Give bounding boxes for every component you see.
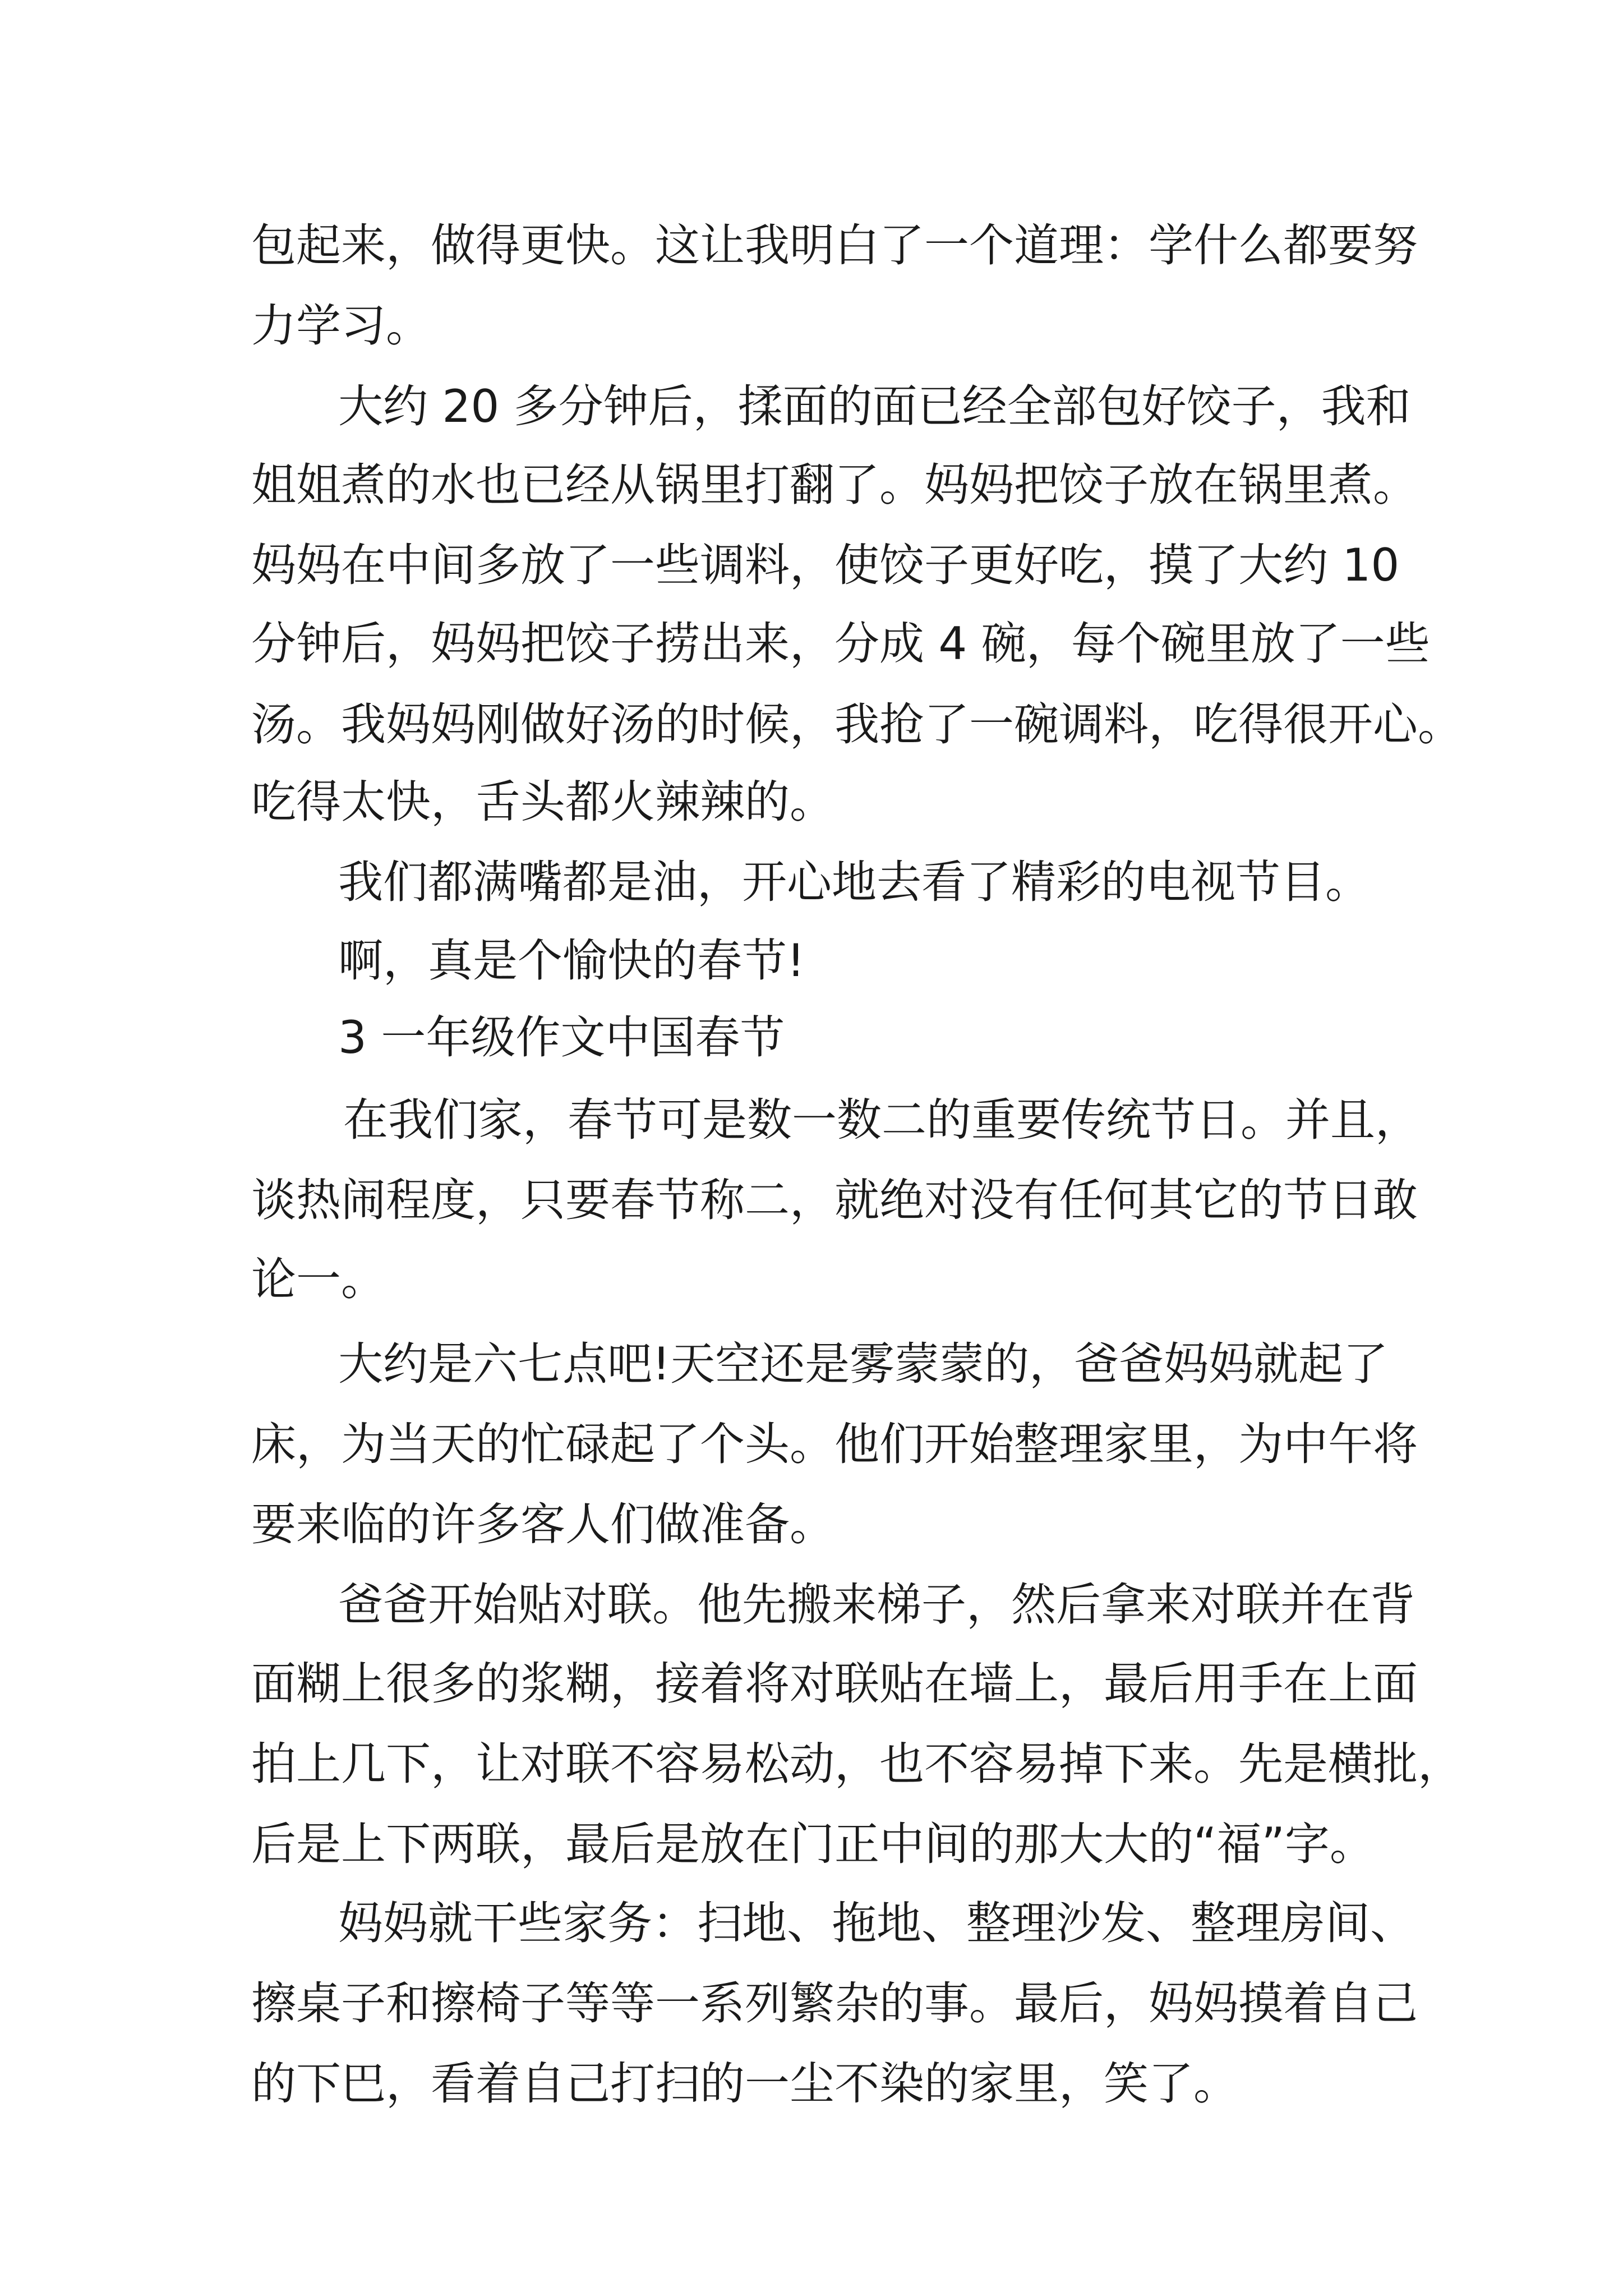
- text-line-4: 姐姐煮的水也已经从锅里打翻了。妈妈把饺子放在锅里煮。: [251, 459, 1418, 511]
- text-line-24: 的下巴，看着自己打扫的一尘不染的家里，笑了。: [251, 2058, 1238, 2110]
- text-line-6: 分钟后，妈妈把饺子捞出来，分成 4 碗，每个碗里放了一些: [251, 618, 1430, 670]
- text-line-12: 在我们家，春节可是数一数二的重要传统节日。并且，: [343, 1094, 1420, 1146]
- text-line-13: 谈热闹程度，只要春节称二，就绝对没有任何其它的节日敢: [251, 1174, 1418, 1226]
- text-line-21: 后是上下两联，最后是放在门正中间的那大大的“福”字。: [251, 1818, 1375, 1870]
- text-line-9: 我们都满嘴都是油，开心地去看了精彩的电视节目。: [338, 856, 1370, 908]
- text-line-18: 爸爸开始贴对联。他先搬来梯子，然后拿来对联并在背: [338, 1579, 1415, 1631]
- section-heading: 3 一年级作文中国春节: [338, 1011, 785, 1064]
- text-line-22: 妈妈就干些家务：扫地、拖地、整理沙发、整理房间、: [338, 1897, 1415, 1949]
- text-line-23: 擦桌子和擦椅子等等一系列繁杂的事。最后，妈妈摸着自己: [251, 1977, 1418, 2030]
- text-line-8: 吃得太快，舌头都火辣辣的。: [251, 776, 834, 828]
- text-line-14: 论一。: [251, 1253, 386, 1305]
- text-line-19: 面糊上很多的浆糊，接着将对联贴在墙上，最后用手在上面: [251, 1658, 1418, 1710]
- text-line-16: 床，为当天的忙碌起了个头。他们开始整理家里，为中午将: [251, 1418, 1418, 1470]
- text-line-15: 大约是六七点吧!天空还是雾蒙蒙的，爸爸妈妈就起了: [338, 1338, 1389, 1390]
- text-line-17: 要来临的许多客人们做准备。: [251, 1498, 834, 1550]
- text-line-2: 力学习。: [251, 300, 431, 352]
- text-line-3: 大约 20 多分钟后，揉面的面已经全部包好饺子，我和: [338, 380, 1411, 432]
- text-line-7: 汤。我妈妈刚做好汤的时候，我抢了一碗调料，吃得很开心。: [251, 698, 1463, 751]
- text-line-20: 拍上几下，让对联不容易松动，也不容易掉下来。先是横批，: [251, 1738, 1463, 1790]
- text-line-10: 啊，真是个愉快的春节!: [338, 935, 805, 987]
- text-line-5: 妈妈在中间多放了一些调料，使饺子更好吃，摸了大约 10: [251, 539, 1400, 591]
- text-line-1: 包起来，做得更快。这让我明白了一个道理：学什么都要努: [251, 219, 1418, 272]
